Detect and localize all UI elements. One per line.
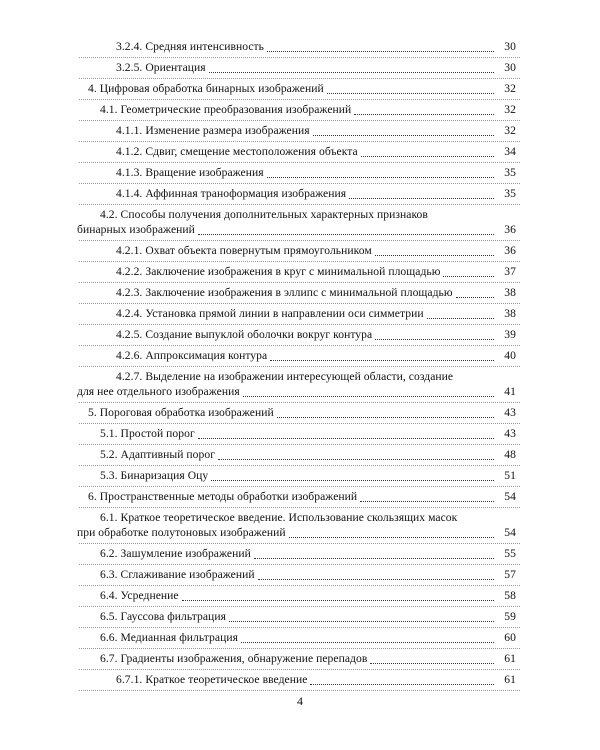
toc-entry-title: при обработке полутоновых изображений — [77, 526, 286, 539]
toc-entry — [0, 448, 600, 463]
toc-entry — [0, 652, 600, 667]
toc-entry-title: 6.5. Гауссова фильтрация — [100, 610, 226, 623]
toc-entry — [0, 166, 600, 181]
row-divider — [79, 606, 520, 607]
toc-entry — [0, 103, 600, 118]
toc-entry — [0, 511, 600, 541]
toc-page-number: 38 — [504, 307, 516, 320]
toc-entry-title: 6.7. Градиенты изображения, обнаружение перепадов — [100, 652, 368, 665]
toc-leader-dots — [254, 558, 494, 559]
toc-entry-title: 6.4. Усреднение — [100, 589, 179, 602]
toc-leader-dots — [182, 600, 494, 601]
toc-entry-title: 4.1.2. Сдвиг, смещение местоположения объекта — [116, 145, 358, 158]
row-divider — [79, 564, 520, 565]
toc-page-number: 32 — [504, 124, 516, 137]
toc-entry-title: 4.1. Геометрические преобразования изображений — [100, 103, 352, 116]
toc-page-number: 57 — [504, 568, 516, 581]
row-divider — [79, 402, 520, 403]
toc-page-number: 37 — [504, 265, 516, 278]
toc-page-number: 35 — [504, 166, 516, 179]
toc-entry-title: 6.3. Сглаживание изображений — [100, 568, 255, 581]
row-divider — [79, 585, 520, 586]
toc-leader-dots — [360, 501, 494, 502]
toc-page-number: 43 — [504, 427, 516, 440]
row-divider — [79, 423, 520, 424]
toc-entry — [0, 265, 600, 280]
toc-entry — [0, 406, 600, 421]
row-divider — [79, 324, 520, 325]
toc-leader-dots — [354, 114, 494, 115]
toc-entry-title: 6. Пространственные методы обработки изображений — [88, 490, 358, 503]
toc-page-number: 48 — [504, 448, 516, 461]
toc-entry-title: 6.6. Медианная фильтрация — [100, 631, 238, 644]
toc-entry-title: для нее отдельного изображения — [77, 385, 240, 398]
toc-entry — [0, 469, 600, 484]
row-divider — [79, 303, 520, 304]
toc-page-number: 30 — [504, 61, 516, 74]
page-number: 4 — [297, 694, 303, 708]
row-divider — [79, 543, 520, 544]
toc-entry — [0, 244, 600, 259]
toc-entry — [0, 610, 600, 625]
toc-leader-dots — [270, 360, 494, 361]
toc-page-number: 54 — [504, 526, 516, 539]
toc-page-number: 38 — [504, 286, 516, 299]
toc-entry-title: 4.2.1. Охват объекта повернутым прямоугольником — [116, 244, 372, 257]
toc-page-number: 61 — [504, 652, 516, 665]
row-divider — [79, 627, 520, 628]
toc-entry-title: 4.1.3. Вращение изображения — [116, 166, 264, 179]
toc-leader-dots — [443, 276, 494, 277]
toc-leader-dots — [198, 234, 494, 235]
toc-entry — [0, 568, 600, 583]
toc-page-number: 34 — [504, 145, 516, 158]
toc-entry — [0, 187, 600, 202]
row-divider — [79, 78, 520, 79]
toc-entry-title: 4.2.4. Установка прямой линии в направлении оси симметрии — [116, 307, 424, 320]
row-divider — [79, 486, 520, 487]
toc-entry-title: 6.7.1. Краткое теоретическое введение — [116, 673, 308, 686]
toc-leader-dots — [313, 135, 494, 136]
toc-leader-dots — [267, 51, 494, 52]
row-divider — [79, 507, 520, 508]
toc-entry-title: 4.2.7. Выделение на изображении интересующей области, создание — [116, 370, 454, 383]
toc-entry — [0, 370, 600, 400]
row-divider — [79, 240, 520, 241]
toc-page-number: 36 — [504, 223, 516, 236]
toc-leader-dots — [456, 297, 494, 298]
row-divider — [79, 648, 520, 649]
toc-leader-dots — [211, 480, 494, 481]
toc-leader-dots — [375, 339, 494, 340]
toc-entry-title: 6.2. Зашумление изображений — [100, 547, 251, 560]
row-divider — [79, 669, 520, 670]
row-divider — [79, 282, 520, 283]
toc-leader-dots — [370, 663, 494, 664]
toc-leader-dots — [361, 156, 494, 157]
toc-entry — [0, 61, 600, 76]
toc-entry — [0, 307, 600, 322]
toc-leader-dots — [218, 459, 494, 460]
row-divider — [79, 444, 520, 445]
toc-leader-dots — [209, 72, 494, 73]
toc-entry-title: 4.2. Способы получения дополнительных характерных признаков — [100, 208, 428, 221]
toc-page-number: 40 — [504, 349, 516, 362]
toc-entry-title: 3.2.5. Ориентация — [116, 61, 206, 74]
toc-entry — [0, 490, 600, 505]
toc-entry-title: 5.2. Адаптивный порог — [100, 448, 216, 461]
row-divider — [79, 162, 520, 163]
toc-page-number: 39 — [504, 328, 516, 341]
toc-leader-dots — [327, 93, 494, 94]
row-divider — [79, 345, 520, 346]
toc-page-number: 43 — [504, 406, 516, 419]
toc-entry — [0, 547, 600, 562]
toc-page-number: 58 — [504, 589, 516, 602]
toc-entry — [0, 124, 600, 139]
toc-entry — [0, 208, 600, 238]
row-divider — [79, 690, 520, 691]
toc-page-number: 55 — [504, 547, 516, 560]
toc-page-number: 54 — [504, 490, 516, 503]
toc-entry-title: 5. Пороговая обработка изображений — [88, 406, 274, 419]
row-divider — [79, 57, 520, 58]
row-divider — [79, 99, 520, 100]
toc-leader-dots — [289, 537, 494, 538]
toc-page-number: 51 — [504, 469, 516, 482]
toc-entry — [0, 286, 600, 301]
toc-entry — [0, 673, 600, 688]
toc-entry — [0, 40, 600, 55]
toc-leader-dots — [277, 417, 494, 418]
toc-entry — [0, 631, 600, 646]
toc-leader-dots — [375, 255, 494, 256]
toc-entry — [0, 349, 600, 364]
toc-page-number: 41 — [504, 385, 516, 398]
row-divider — [79, 261, 520, 262]
row-divider — [79, 183, 520, 184]
toc-entry — [0, 427, 600, 442]
toc-entry-title: 4.2.5. Создание выпуклой оболочки вокруг контура — [116, 328, 373, 341]
toc-leader-dots — [267, 177, 494, 178]
toc-entry-title: 4. Цифровая обработка бинарных изображений — [88, 82, 324, 95]
toc-leader-dots — [243, 396, 494, 397]
row-divider — [79, 465, 520, 466]
toc-page-number: 60 — [504, 631, 516, 644]
toc-entry-title: 5.3. Бинаризация Оцу — [100, 469, 209, 482]
toc-leader-dots — [229, 621, 494, 622]
toc-entry-title: 5.1. Простой порог — [100, 427, 195, 440]
toc-entry-title: 4.1.1. Изменение размера изображения — [116, 124, 310, 137]
row-divider — [79, 366, 520, 367]
row-divider — [79, 204, 520, 205]
toc-leader-dots — [241, 642, 494, 643]
toc-page-number: 35 — [504, 187, 516, 200]
toc-entry-title: 4.2.3. Заключение изображения в эллипс с минимальной площадью — [116, 286, 453, 299]
toc-entry-title: 4.1.4. Аффинная траноформация изображения — [116, 187, 347, 200]
toc-entry-title: бинарных изображений — [77, 223, 195, 236]
toc-page-number: 61 — [504, 673, 516, 686]
toc-page-number: 36 — [504, 244, 516, 257]
toc-entry — [0, 589, 600, 604]
toc-entry-title: 3.2.4. Средняя интенсивность — [116, 40, 265, 53]
toc-entry — [0, 82, 600, 97]
toc-page-number: 32 — [504, 103, 516, 116]
row-divider — [79, 141, 520, 142]
toc-entry — [0, 145, 600, 160]
toc-page-number: 30 — [504, 40, 516, 53]
toc-page-number: 32 — [504, 82, 516, 95]
toc-entry — [0, 328, 600, 343]
toc-page-number: 59 — [504, 610, 516, 623]
toc-leader-dots — [258, 579, 494, 580]
row-divider — [79, 120, 520, 121]
toc-entry-title: 4.2.6. Аппроксимация контура — [116, 349, 268, 362]
toc-entry-title: 6.1. Краткое теоретическое введение. Использование скользящих масок — [100, 511, 458, 524]
toc-leader-dots — [198, 438, 494, 439]
toc-leader-dots — [427, 318, 494, 319]
toc-leader-dots — [310, 684, 494, 685]
toc-entry-title: 4.2.2. Заключение изображения в круг с минимальной площадью — [116, 265, 441, 278]
toc-leader-dots — [349, 198, 494, 199]
